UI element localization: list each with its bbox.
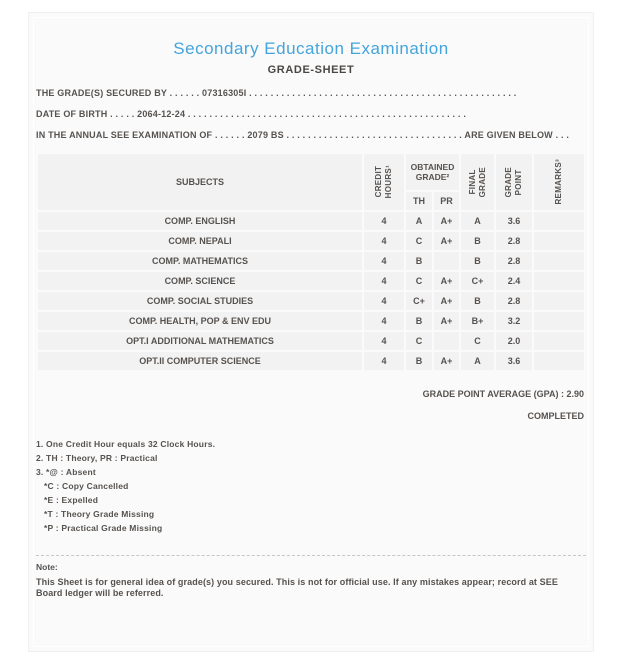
- cell-pr-grade: [434, 252, 459, 270]
- footnotes: [36, 437, 586, 535]
- cell-th-grade: B: [406, 352, 432, 370]
- credit-hours-line2: HOURS¹: [383, 165, 393, 199]
- cell-subject: OPT.I ADDITIONAL MATHEMATICS: [38, 332, 362, 350]
- grade-sheet-panel: [28, 12, 594, 652]
- cell-credit-hours: 4: [364, 352, 404, 370]
- cell-pr-grade: A+: [434, 312, 459, 330]
- cell-th-grade: C: [406, 332, 432, 350]
- dashed-divider: [36, 555, 586, 556]
- cell-grade-point: 3.6: [496, 212, 532, 230]
- cell-credit-hours: 4: [364, 212, 404, 230]
- info-line-examination-year: IN THE ANNUAL SEE EXAMINATION OF . . . . . . 2079 BS . . . . . . . . . . . . . . . . . . . . . . . . . . . . . . . . . ARE GIVEN BELOW . . .: [36, 131, 570, 140]
- cell-remarks: [534, 312, 584, 330]
- cell-pr-grade: [434, 332, 459, 350]
- obtained-grade-line2: GRADE²: [415, 172, 450, 182]
- grades-table: [36, 152, 586, 372]
- final-grade-line1: FINAL: [467, 169, 477, 195]
- column-header-remarks: [534, 154, 584, 210]
- cell-th-grade: A: [406, 212, 432, 230]
- column-header-subjects: SUBJECTS: [38, 154, 362, 210]
- table-row: [38, 292, 584, 310]
- grade-sheet-content: [29, 13, 593, 599]
- student-info: [36, 89, 586, 140]
- cell-th-grade: C+: [406, 292, 432, 310]
- cell-remarks: [534, 332, 584, 350]
- cell-final-grade: C+: [461, 272, 494, 290]
- cell-remarks: [534, 292, 584, 310]
- page-title: Secondary Education Examination: [173, 39, 449, 58]
- cell-subject: COMP. NEPALI: [38, 232, 362, 250]
- note-text: This Sheet is for general idea of grade(s) you secured. This is not for official use. If any mistakes appear; record at SEE Board ledger will be referred.: [36, 577, 558, 598]
- cell-final-grade: B: [461, 232, 494, 250]
- cell-grade-point: 2.8: [496, 292, 532, 310]
- info-line-grades-secured-by: THE GRADE(S) SECURED BY . . . . . . 07316305I . . . . . . . . . . . . . . . . . . . . . . . . . . . . . . . . . . . . . . . . . . . . . . . . . .: [36, 89, 517, 98]
- column-header-final-grade: [461, 154, 494, 210]
- subtitle-grade-sheet: GRADE-SHEET: [267, 64, 355, 76]
- cell-subject: OPT.II COMPUTER SCIENCE: [38, 352, 362, 370]
- cell-credit-hours: 4: [364, 332, 404, 350]
- footnote-line: *E : Expelled: [44, 495, 99, 505]
- cell-final-grade: B: [461, 292, 494, 310]
- cell-credit-hours: 4: [364, 292, 404, 310]
- cell-grade-point: 3.6: [496, 352, 532, 370]
- column-header-grade-point: [496, 154, 532, 210]
- obtained-grade-line1: OBTAINED: [410, 162, 455, 172]
- credit-hours-vertical-label: [374, 165, 394, 198]
- cell-subject: COMP. HEALTH, POP & ENV EDU: [38, 312, 362, 330]
- table-row: [38, 312, 584, 330]
- column-header-pr: PR: [434, 192, 459, 210]
- info-line-date-of-birth: DATE OF BIRTH . . . . . 2064-12-24 . . . . . . . . . . . . . . . . . . . . . . . . . . . . . . . . . . . . . . . . . . . . . . . . . . . .: [36, 110, 467, 119]
- footnote-line: 2. TH : Theory, PR : Practical: [36, 453, 158, 463]
- cell-credit-hours: 4: [364, 232, 404, 250]
- cell-th-grade: C: [406, 272, 432, 290]
- column-header-credit-hours: [364, 154, 404, 210]
- column-header-obtained-grade: [406, 154, 459, 190]
- footnote-line: *P : Practical Grade Missing: [44, 523, 163, 533]
- grade-point-vertical-label: [504, 167, 524, 197]
- cell-grade-point: 3.2: [496, 312, 532, 330]
- cell-remarks: [534, 232, 584, 250]
- status-completed: COMPLETED: [527, 411, 584, 421]
- cell-th-grade: B: [406, 252, 432, 270]
- remarks-line1: REMARKS³: [554, 159, 563, 205]
- cell-grade-point: 2.8: [496, 232, 532, 250]
- credit-hours-line1: CREDIT: [373, 166, 383, 198]
- cell-subject: COMP. SOCIAL STUDIES: [38, 292, 362, 310]
- cell-final-grade: A: [461, 212, 494, 230]
- cell-final-grade: C: [461, 332, 494, 350]
- cell-credit-hours: 4: [364, 252, 404, 270]
- cell-remarks: [534, 252, 584, 270]
- footnote-line: *C : Copy Cancelled: [44, 481, 129, 491]
- grade-point-line1: GRADE: [504, 166, 513, 198]
- cell-final-grade: B+: [461, 312, 494, 330]
- cell-pr-grade: A+: [434, 352, 459, 370]
- cell-th-grade: B: [406, 312, 432, 330]
- cell-grade-point: 2.4: [496, 272, 532, 290]
- cell-subject: COMP. SCIENCE: [38, 272, 362, 290]
- cell-pr-grade: A+: [434, 292, 459, 310]
- footnote-line: *T : Theory Grade Missing: [44, 509, 155, 519]
- table-row: [38, 352, 584, 370]
- cell-final-grade: A: [461, 352, 494, 370]
- cell-pr-grade: A+: [434, 212, 459, 230]
- cell-remarks: [534, 272, 584, 290]
- cell-credit-hours: 4: [364, 272, 404, 290]
- gpa-line: GRADE POINT AVERAGE (GPA) : 2.90: [422, 389, 584, 399]
- footnote-line: 1. One Credit Hour equals 32 Clock Hours.: [36, 439, 216, 449]
- footnote-line: 3. *@ : Absent: [36, 467, 96, 477]
- cell-grade-point: 2.8: [496, 252, 532, 270]
- column-header-th: TH: [406, 192, 432, 210]
- table-row: [38, 272, 584, 290]
- table-row: [38, 252, 584, 270]
- cell-pr-grade: A+: [434, 232, 459, 250]
- final-grade-line2: GRADE: [477, 166, 487, 198]
- cell-subject: COMP. MATHEMATICS: [38, 252, 362, 270]
- cell-credit-hours: 4: [364, 312, 404, 330]
- final-grade-vertical-label: [468, 167, 488, 197]
- cell-th-grade: C: [406, 232, 432, 250]
- table-row: [38, 212, 584, 230]
- cell-remarks: [534, 352, 584, 370]
- table-row: [38, 232, 584, 250]
- cell-pr-grade: A+: [434, 272, 459, 290]
- note-label: Note:: [36, 562, 58, 572]
- table-row: [38, 332, 584, 350]
- cell-subject: COMP. ENGLISH: [38, 212, 362, 230]
- cell-remarks: [534, 212, 584, 230]
- cell-grade-point: 2.0: [496, 332, 532, 350]
- remarks-vertical-label: [554, 159, 564, 205]
- grade-point-line2: POINT: [514, 169, 523, 195]
- cell-final-grade: B: [461, 252, 494, 270]
